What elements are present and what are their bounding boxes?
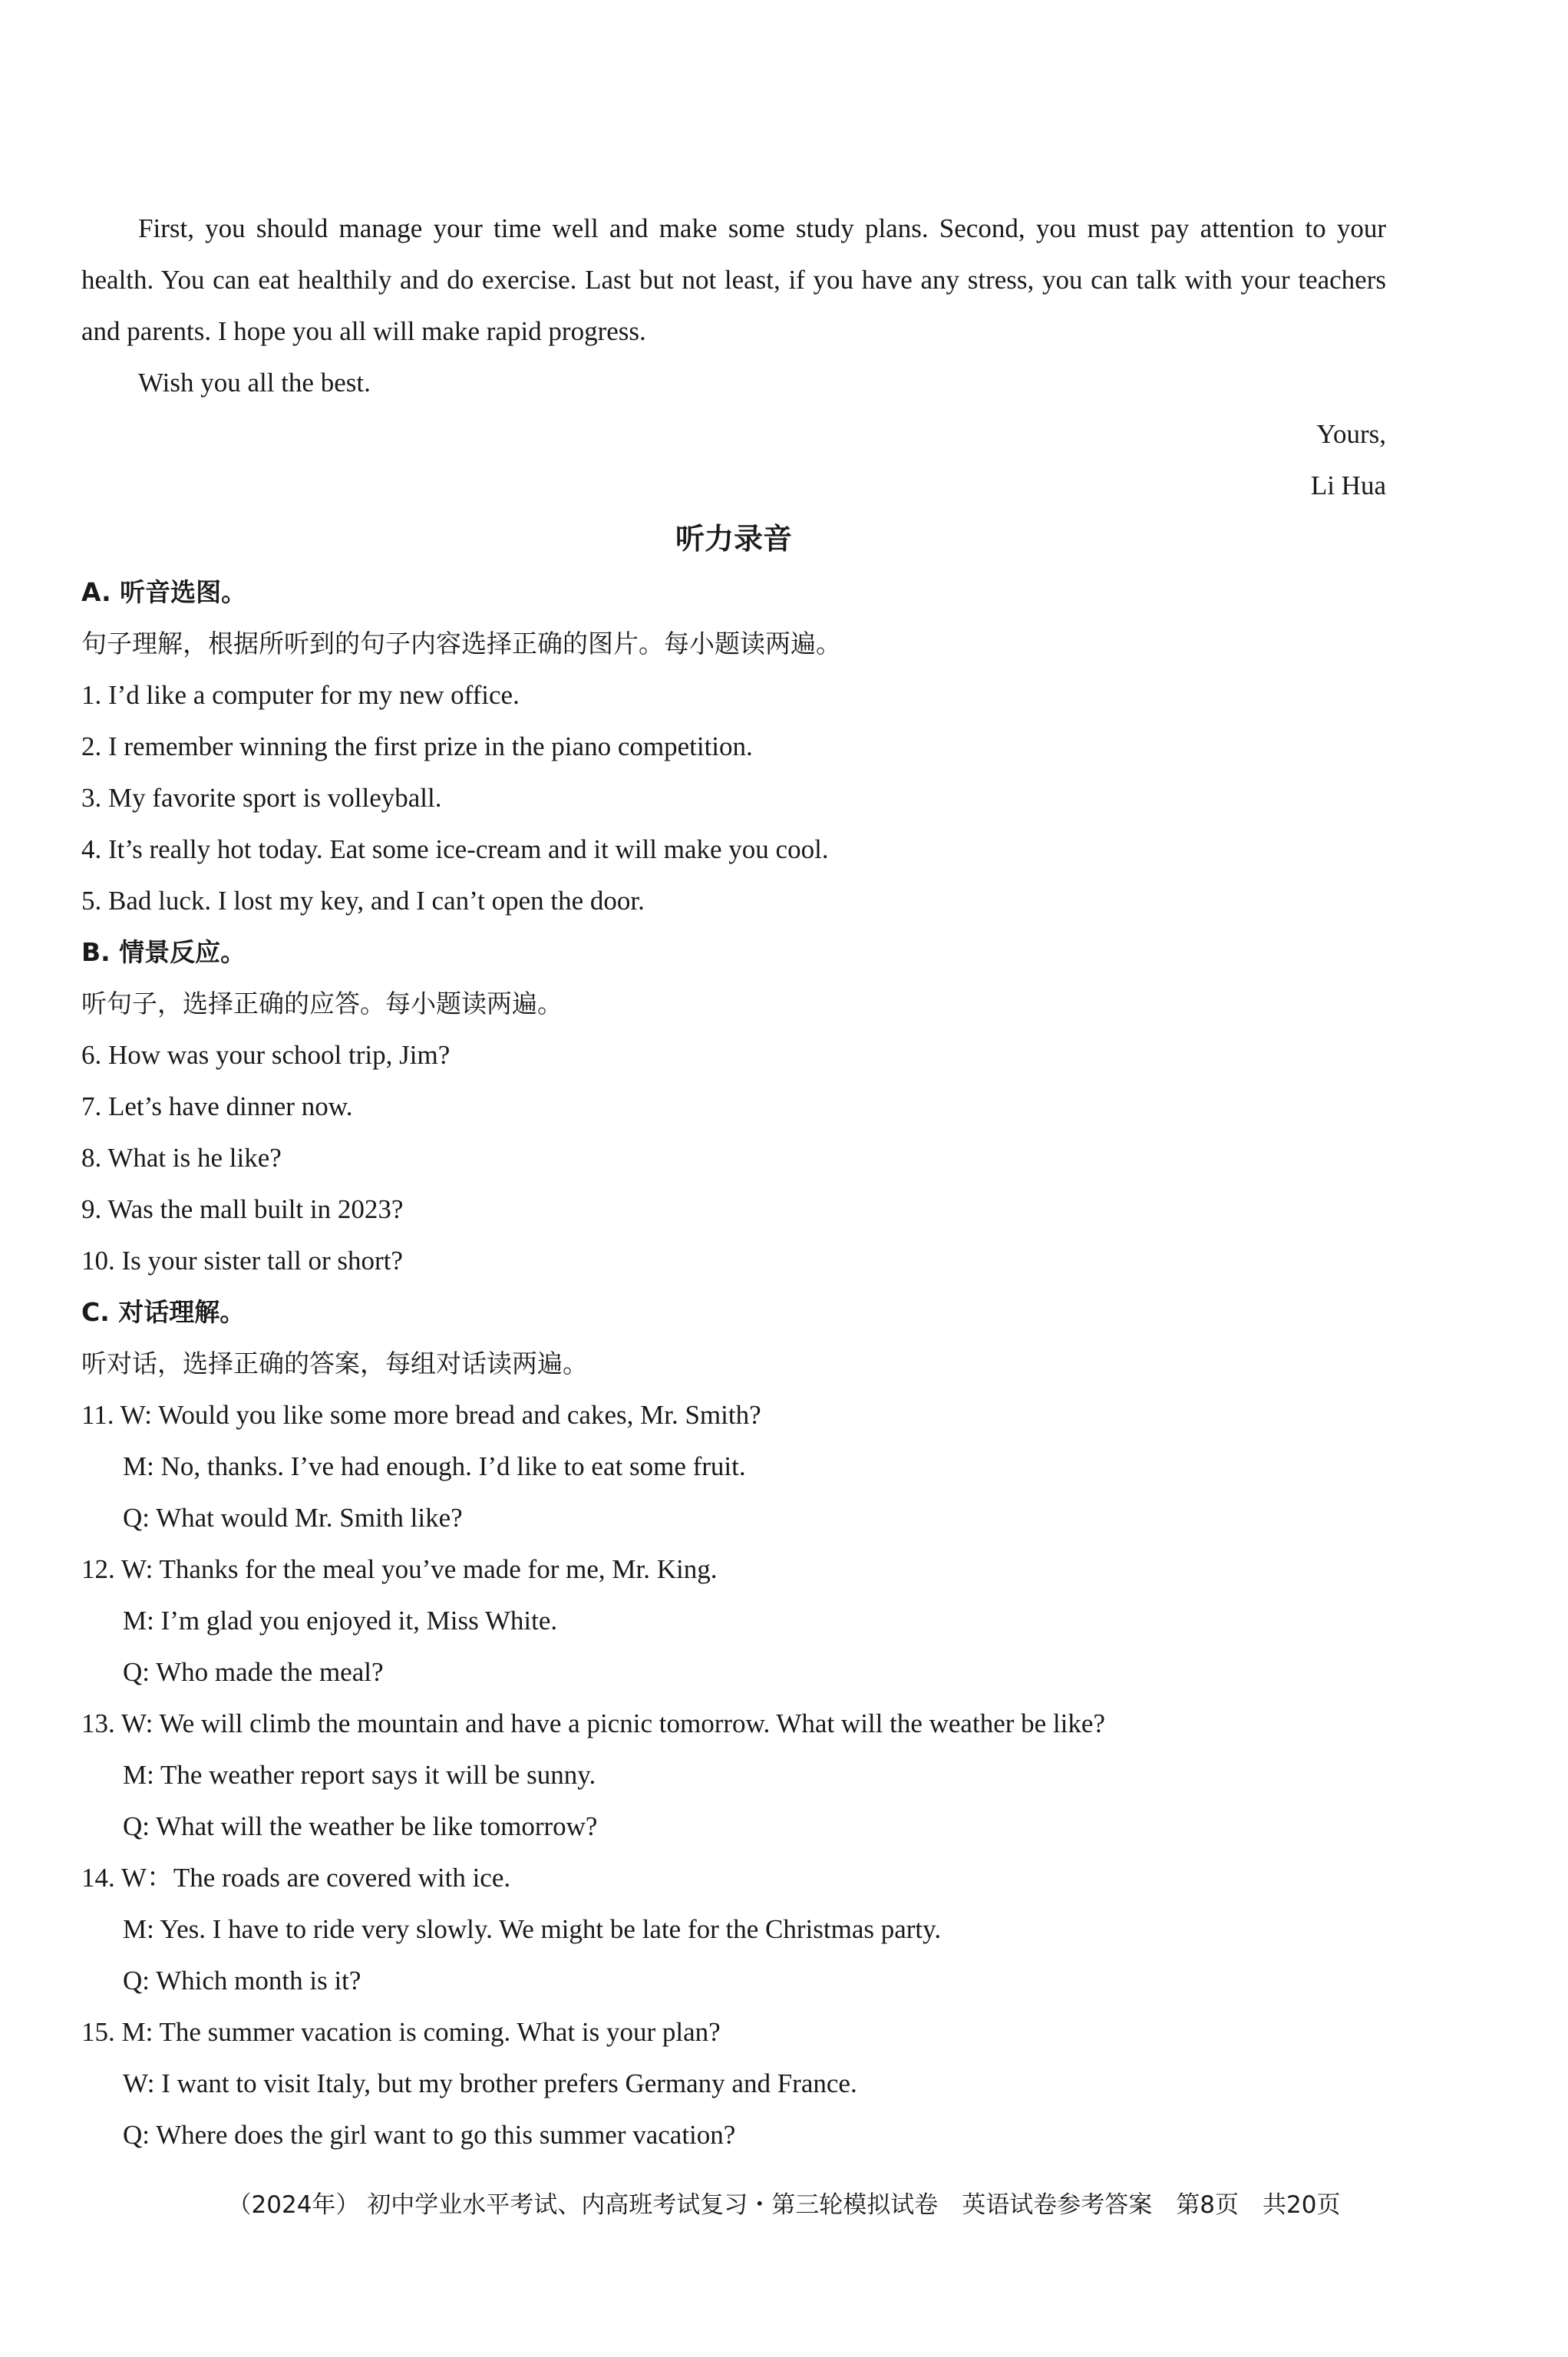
dialog-line: 14. W：The roads are covered with ice.	[81, 1863, 511, 1893]
section-a-instruction: 句子理解，根据所听到的句子内容选择正确的图片。每小题读两遍。	[81, 629, 841, 659]
section-c-heading: C. 对话理解。	[81, 1297, 246, 1327]
dialog-line: W: I want to visit Italy, but my brother prefers Germany and France.	[123, 2068, 857, 2098]
list-item: 4. It’s really hot today. Eat some ice-cream and it will make you cool.	[81, 834, 829, 864]
dialog-line: M: The weather report says it will be sunny.	[123, 1760, 596, 1790]
dialog-question: Q: Which month is it?	[123, 1966, 361, 1996]
dialog-line: M: Yes. I have to ride very slowly. We might be late for the Christmas party.	[123, 1914, 942, 1944]
section-b-heading: B. 情景反应。	[81, 937, 246, 967]
dialog-question: Q: What would Mr. Smith like?	[123, 1503, 463, 1533]
dialog-question: Q: Who made the meal?	[123, 1657, 384, 1687]
section-b-instruction: 听句子，选择正确的应答。每小题读两遍。	[81, 989, 563, 1018]
dialog-question: Q: Where does the girl want to go this summer vacation?	[123, 2120, 736, 2150]
list-item: 9. Was the mall built in 2023?	[81, 1194, 404, 1224]
dialog-line: 13. W: We will climb the mountain and have a picnic tomorrow. What will the weather be like?	[81, 1708, 1105, 1738]
list-item: 1. I’d like a computer for my new office.	[81, 680, 520, 710]
letter-wish: Wish you all the best.	[138, 368, 371, 398]
listening-title: 听力录音	[675, 522, 792, 556]
letter-paragraph: First, you should manage your time well and make some study plans. Second, you must pay attention to your health. You can eat healthily and do exercise. Last but not least, if you have any stress, you can talk with your teachers and parents. I hope you all will make rapid progress.	[81, 213, 1386, 346]
letter-signature: Li Hua	[1310, 470, 1386, 500]
section-a-heading: A. 听音选图。	[81, 577, 247, 607]
dialog-line: 11. W: Would you like some more bread and cakes, Mr. Smith?	[81, 1400, 761, 1430]
list-item: 10. Is your sister tall or short?	[81, 1246, 403, 1276]
dialog-line: M: I’m glad you enjoyed it, Miss White.	[123, 1606, 558, 1636]
letter-closing: Yours,	[1316, 419, 1386, 449]
list-item: 3. My favorite sport is volleyball.	[81, 783, 442, 813]
page-content	[81, 203, 1386, 2161]
dialog-question: Q: What will the weather be like tomorrow?	[123, 1811, 598, 1841]
dialog-line: 15. M: The summer vacation is coming. What is your plan?	[81, 2017, 721, 2047]
dialog-line: M: No, thanks. I’ve had enough. I’d like to eat some fruit.	[123, 1451, 746, 1481]
list-item: 5. Bad luck. I lost my key, and I can’t open the door.	[81, 886, 645, 916]
list-item: 7. Let’s have dinner now.	[81, 1091, 353, 1121]
list-item: 2. I remember winning the first prize in the piano competition.	[81, 731, 753, 761]
dialog-line: 12. W: Thanks for the meal you’ve made for me, Mr. King.	[81, 1554, 718, 1584]
list-item: 6. How was your school trip, Jim?	[81, 1040, 451, 1070]
page-footer: （2024年） 初中学业水平考试、内高班考试复习・第三轮模拟试卷 英语试卷参考答案 第8页 共20页	[227, 2191, 1341, 2219]
list-item: 8. What is he like?	[81, 1143, 282, 1173]
section-c-instruction: 听对话，选择正确的答案，每组对话读两遍。	[81, 1349, 588, 1378]
